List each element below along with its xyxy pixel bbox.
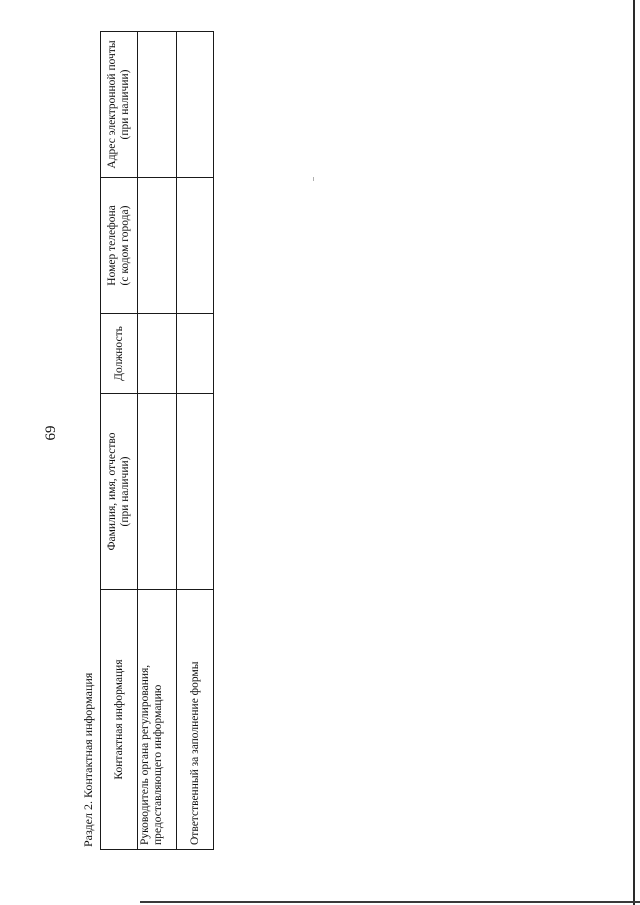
cell-full-name bbox=[177, 394, 214, 590]
table-header-row bbox=[101, 32, 138, 850]
header-email: Адрес электронной почты (при наличии) bbox=[101, 32, 138, 178]
table-row bbox=[138, 32, 177, 850]
header-phone: Номер телефона (с кодом города) bbox=[101, 178, 138, 314]
section-title: Раздел 2. Контактная информация bbox=[81, 672, 95, 847]
cell-email bbox=[138, 32, 177, 178]
header-contact-info: Контактная информация bbox=[101, 590, 138, 850]
contact-info-table bbox=[100, 31, 214, 850]
header-full-name: Фамилия, имя, отчество (при наличии) bbox=[101, 394, 138, 590]
cell-full-name bbox=[138, 394, 177, 590]
row-label-head-of-authority: Руководитель органа регулирования, предоставляющего информацию bbox=[138, 590, 177, 850]
cell-position bbox=[177, 314, 214, 394]
cell-phone bbox=[138, 178, 177, 314]
header-position: Должность bbox=[101, 314, 138, 394]
row-label-form-responsible: Ответственный за заполнение формы bbox=[177, 590, 214, 850]
cell-phone bbox=[177, 178, 214, 314]
table-row bbox=[177, 32, 214, 850]
page-number: 69 bbox=[43, 425, 59, 441]
cell-position bbox=[138, 314, 177, 394]
cell-email bbox=[177, 32, 214, 178]
